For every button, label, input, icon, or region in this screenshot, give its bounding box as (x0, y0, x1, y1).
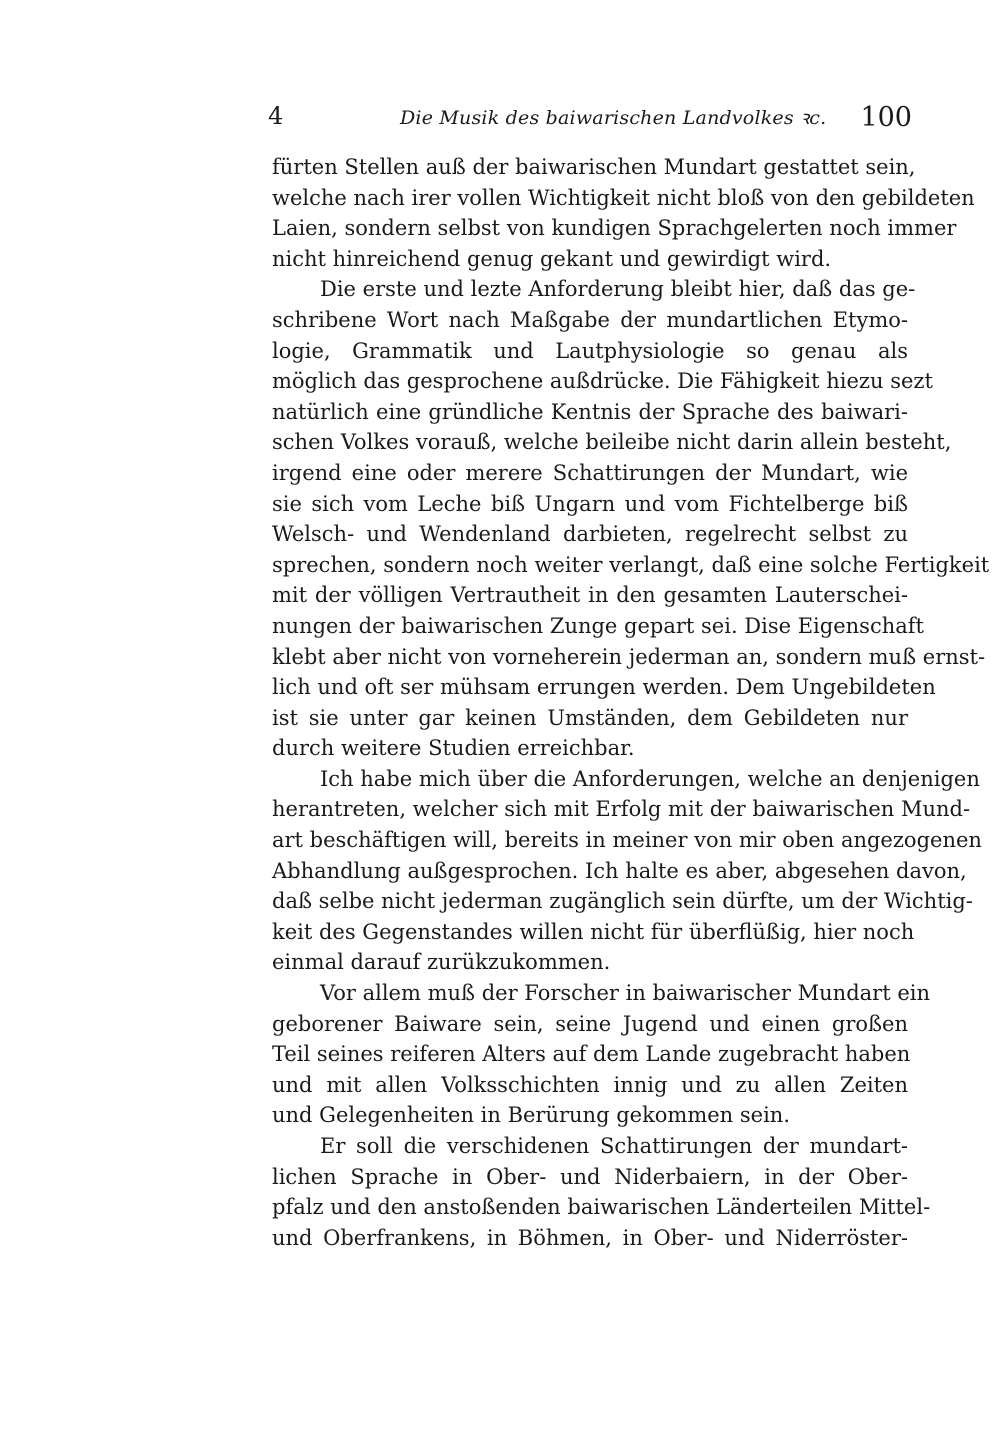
text-line: und Gelegenheiten in Berürung gekommen sein. (272, 1103, 791, 1128)
text-line: irgend eine oder merere Schattirungen der Mundart, wie (272, 460, 908, 485)
text-line: durch weitere Studien erreichbar. (272, 736, 635, 761)
text-line: Laien, sondern selbst von kundigen Sprachgelerten noch immer (272, 216, 957, 241)
text-line: pfalz und den anstoßenden baiwarischen Länderteilen Mittel- (272, 1195, 931, 1220)
body-text (272, 152, 990, 1253)
text-line: Die erste und lezte Anforderung bleibt hier, daß das ge- (320, 277, 916, 302)
text-line: ist sie unter gar keinen Umständen, dem Gebildeten nur (272, 705, 908, 730)
running-title: Die Musik des baiwarischen Landvolkes ꝛc. (400, 107, 827, 129)
text-line: natürlich eine gründliche Kentnis der Sprache des baiwari- (272, 399, 908, 424)
text-line: keit des Gegenstandes willen nicht für überflüßig, hier noch (272, 919, 915, 944)
text-line: lichen Sprache in Ober- und Niderbaiern, in der Ober- (272, 1164, 908, 1189)
text-line: sie sich vom Leche biß Ungarn und vom Fichtelberge biß (272, 491, 908, 516)
text-line: lich und oft ser mühsam errungen werden. Dem Ungebildeten (272, 675, 936, 700)
text-line: Er soll die verschidenen Schattirungen der mundart- (320, 1134, 908, 1158)
text-line: einmal darauf zurükzukommen. (272, 950, 611, 975)
text-line: nicht hinreichend genug gekant und gewirdigt wird. (272, 246, 832, 271)
text-line: und mit allen Volksschichten innig und zu allen Zeiten (272, 1072, 908, 1097)
text-line: und Oberfrankens, in Böhmen, in Ober- und Niderröster- (272, 1225, 908, 1250)
text-line: Welsch- und Wendenland darbieten, regelrecht selbst zu (272, 522, 908, 547)
text-line: Vor allem muß der Forscher in baiwarischer Mundart ein (320, 981, 930, 1006)
page-number-left: 4 (268, 102, 284, 130)
text-line: art beschäftigen will, bereits in meiner von mir oben angezogenen (272, 828, 982, 853)
text-line: fürten Stellen auß der baiwarischen Mundart gestattet sein, (272, 155, 916, 179)
text-line: mit der völligen Vertrautheit in den gesamten Lauterschei- (272, 583, 908, 608)
text-line: Teil seines reiferen Alters auf dem Lande zugebracht haben (272, 1042, 911, 1067)
text-line: schen Volkes vorauß, welche beileibe nicht darin allein besteht, (272, 430, 952, 455)
text-line: schribene Wort nach Maßgabe der mundartlichen Etymo- (272, 307, 908, 332)
text-line: daß selbe nicht jederman zugänglich sein dürfte, um der Wichtig- (272, 889, 973, 914)
text-line: welche nach irer vollen Wichtigkeit nicht bloß von den gebildeten (272, 185, 975, 210)
text-line: klebt aber nicht von vorneherein jederman an, sondern muß ernst- (272, 644, 986, 669)
text-line: logie, Grammatik und Lautphysiologie so genau als (272, 338, 908, 363)
text-line: Ich habe mich über die Anforderungen, welche an denjenigen (320, 766, 980, 791)
text-line: nungen der baiwarischen Zunge gepart sei. Dise Eigenschaft (272, 613, 924, 638)
text-line: möglich das gesprochene außdrücke. Die Fähigkeit hiezu sezt (272, 369, 933, 394)
text-line: Abhandlung außgesprochen. Ich halte es aber, abgesehen davon, (272, 858, 967, 883)
page-number-right: 100 (860, 102, 912, 133)
page-header (268, 100, 912, 136)
text-line: herantreten, welcher sich mit Erfolg mit der baiwarischen Mund- (272, 797, 971, 822)
text-line: geborener Baiware sein, seine Jugend und einen großen (272, 1011, 908, 1036)
text-line: sprechen, sondern noch weiter verlangt, daß eine solche Fertigkeit (272, 552, 990, 577)
